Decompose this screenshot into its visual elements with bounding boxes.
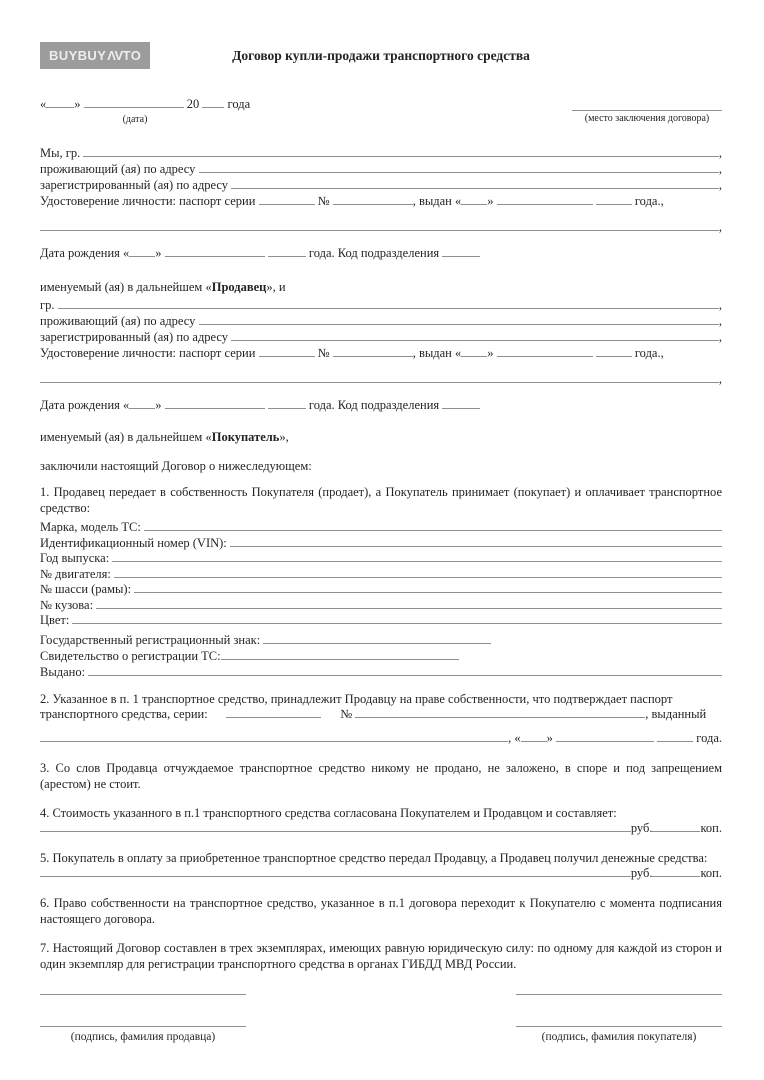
- text-run: ,: [718, 178, 722, 192]
- clause-1-text: 1. Продавец передает в собственность Покупателя (продает), а Покупатель принимает (покупает) и оплачивает транспортное средство:: [40, 485, 722, 515]
- text-run: »: [74, 97, 84, 111]
- blank-field: [165, 254, 265, 257]
- text-run: Свидетельство о регистрации ТС:: [40, 648, 221, 663]
- blank-field: [355, 715, 645, 718]
- clause-3-text: 3. Со слов Продавца отчуждаемое транспортное средство никому не продано, не заложено, в споре и под запрещением (арестом) не стоит.: [40, 760, 722, 791]
- blank-field: [144, 528, 722, 531]
- text-run: зарегистрированный (ая) по адресу: [40, 330, 232, 344]
- text-run: »: [487, 194, 497, 208]
- blank-field: [497, 354, 593, 357]
- place-caption: (место заключения договора): [584, 113, 710, 124]
- clause-2-issuer-line: [40, 731, 722, 747]
- seller-signature-caption: (подпись, фамилия продавца): [70, 1030, 216, 1043]
- text-run: Дата рождения «: [40, 246, 130, 260]
- blank-field: [72, 621, 722, 624]
- text-run: , выдан «: [412, 346, 462, 360]
- seller-registered-address-line: [40, 178, 722, 194]
- blank-field: [199, 170, 719, 173]
- date-place-row: [40, 97, 722, 126]
- text-run: Цвет:: [40, 613, 73, 627]
- blank-field: [114, 575, 722, 578]
- vehicle-color-line: [40, 613, 722, 629]
- text-run: Идентификационный номер (VIN):: [40, 535, 230, 550]
- vehicle-chassis-number-line: [40, 582, 722, 598]
- blank-field: [268, 406, 306, 409]
- blank-field: [199, 322, 719, 325]
- vehicle-make-model-line: [40, 520, 722, 536]
- blank-field: [652, 829, 700, 832]
- text-run: ,: [718, 146, 722, 160]
- text-run: »,: [279, 430, 289, 444]
- text-run: Государственный регистрационный знак:: [40, 632, 264, 647]
- text-run: года.: [693, 730, 722, 745]
- blank-field: [40, 739, 508, 742]
- text-run: зарегистрированный (ая) по адресу: [40, 178, 232, 192]
- seller-address-line: [40, 162, 722, 178]
- seller-signature-line-2: [40, 1026, 246, 1027]
- blank-field: [556, 739, 654, 742]
- logo-text-suffix: TO: [122, 48, 142, 63]
- text-run: года.,: [631, 346, 664, 360]
- preamble-line: заключили настоящий Договор о нижеследующем:: [40, 459, 312, 473]
- blank-field: [259, 354, 315, 357]
- blank-field: [596, 354, 632, 357]
- blank-field: [40, 829, 631, 832]
- blank-field: [333, 202, 413, 205]
- document-title: Договор купли-продажи транспортного средства: [232, 48, 530, 63]
- seller-details-block: [40, 146, 722, 262]
- buyer-passport-line: [40, 346, 722, 362]
- text-run: Год выпуска:: [40, 551, 113, 565]
- buyer-passport-issuer-line: [40, 372, 722, 388]
- registration-details-block: [40, 633, 722, 681]
- vehicle-details-block: [40, 520, 722, 629]
- text-run: , «: [508, 730, 521, 745]
- blank-field: [442, 254, 480, 257]
- place-block: [572, 97, 722, 125]
- seller-passport-issuer-line: [40, 220, 722, 236]
- text-run: «: [40, 97, 47, 111]
- buyer-details-block: [40, 298, 722, 414]
- blank-field: [226, 715, 321, 718]
- date-block: [40, 97, 250, 126]
- clause-4-amount-line: [40, 821, 722, 837]
- text-run: именуемый (ая) в дальнейшем «: [40, 280, 212, 294]
- blank-field: [96, 606, 722, 609]
- blank-field: [84, 105, 184, 108]
- vehicle-year-line: [40, 551, 722, 567]
- blank-field: [221, 657, 459, 660]
- blank-field: [40, 874, 631, 877]
- text-run: ,: [718, 372, 722, 386]
- text-run: ,: [718, 314, 722, 328]
- blank-field: [442, 406, 480, 409]
- text-run: именуемый (ая) в дальнейшем «: [40, 430, 212, 444]
- blank-field: [259, 202, 315, 205]
- text-run: Марка, модель ТС:: [40, 520, 144, 534]
- text-run: № двигателя:: [40, 566, 114, 581]
- vehicle-body-number-line: [40, 598, 722, 614]
- text-run: »: [155, 398, 165, 412]
- text-run: , выдан «: [412, 194, 462, 208]
- text-run: 20: [183, 97, 203, 111]
- buyer-signature-block: [516, 994, 722, 1044]
- text-run: руб.: [630, 820, 653, 835]
- logo-text-prefix: BUYBUY: [49, 48, 107, 63]
- blank-field: [268, 254, 306, 257]
- logo-av-mark-icon: ΛV: [107, 48, 122, 63]
- clause-4-text: 4. Стоимость указанного в п.1 транспортного средства согласована Покупателем и Продавцом и составляет:: [40, 805, 617, 820]
- blank-field: [46, 105, 74, 108]
- buyer-intro-line: [40, 430, 722, 446]
- blank-field: [83, 154, 718, 157]
- text-run: №: [321, 706, 356, 721]
- text-run: года: [224, 97, 251, 111]
- text-run: Мы, гр.: [40, 146, 84, 160]
- blank-field: [40, 228, 719, 231]
- buyer-name-line: [40, 298, 722, 314]
- text-run: руб.: [630, 865, 653, 880]
- clause-5-text: 5. Покупатель в оплату за приобретенное транспортное средство передал Продавцу, а Продавец получил денежные средства:: [40, 850, 708, 865]
- seller-passport-line: [40, 194, 722, 210]
- seller-name-line: [40, 146, 722, 162]
- seller-signature-line-1: [40, 994, 246, 995]
- clause-5-amount-line: [40, 866, 722, 882]
- text-run: ,: [718, 330, 722, 344]
- text-run: Удостоверение личности: паспорт серии: [40, 346, 259, 360]
- blank-field: [497, 202, 593, 205]
- text-run: Покупатель: [211, 430, 280, 444]
- signature-section: [40, 994, 722, 1044]
- text-run: №: [314, 194, 333, 208]
- blank-field: [202, 105, 224, 108]
- text-run: проживающий (ая) по адресу: [40, 314, 199, 328]
- blank-field: [333, 354, 413, 357]
- text-run: № кузова:: [40, 597, 97, 612]
- reg-certificate-line: [40, 649, 722, 665]
- text-run: », и: [266, 280, 286, 294]
- clause-7-text: 7. Настоящий Договор составлен в трех экземплярах, имеющих равную юридическую силу: по одному для каждой из сторон и один экземпляр для регистрации транспортного средства в органах ГИБДД МВД России.: [40, 940, 722, 971]
- text-run: ,: [718, 298, 722, 312]
- buyer-birth-date-line: [40, 398, 722, 414]
- blank-field: [129, 406, 155, 409]
- buyer-signature-caption: (подпись, фамилия покупателя): [541, 1030, 697, 1043]
- text-run: года.,: [631, 194, 664, 208]
- buyer-signature-line-1: [516, 994, 722, 995]
- text-run: »: [546, 730, 556, 745]
- blank-field: [461, 202, 487, 205]
- text-run: »: [155, 246, 165, 260]
- text-run: , выданный: [645, 706, 707, 721]
- blank-field: [263, 641, 491, 644]
- seller-intro-line: [40, 280, 722, 296]
- blank-field: [129, 254, 155, 257]
- document-header: [40, 42, 722, 73]
- text-run: гр.: [40, 298, 58, 312]
- blank-field: [58, 306, 719, 309]
- clause-6-text: 6. Право собственности на транспортное средство, указанное в п.1 договора переходит к Покупателю с момента подписания настоящего договора.: [40, 895, 722, 926]
- blank-field: [230, 544, 722, 547]
- blank-field: [134, 590, 722, 593]
- blank-field: [88, 673, 722, 676]
- clause-2-text: 2. Указанное в п. 1 транспортное средство, принадлежит Продавцу на праве собственности, что подтверждает паспорт: [40, 691, 673, 706]
- text-run: Удостоверение личности: паспорт серии: [40, 194, 259, 208]
- blank-field: [521, 739, 547, 742]
- buyer-address-line: [40, 314, 722, 330]
- text-run: проживающий (ая) по адресу: [40, 162, 199, 176]
- text-run: №: [314, 346, 333, 360]
- text-run: транспортного средства, серии:: [40, 706, 227, 721]
- vehicle-vin-line: [40, 536, 722, 552]
- blank-field: [112, 559, 722, 562]
- buyer-registered-address-line: [40, 330, 722, 346]
- blank-field: [652, 874, 700, 877]
- blank-field: [657, 739, 693, 742]
- text-run: Дата рождения «: [40, 398, 130, 412]
- text-run: Продавец: [211, 280, 267, 294]
- text-run: коп.: [700, 820, 722, 835]
- seller-birth-date-line: [40, 246, 722, 262]
- text-run: года. Код подразделения: [305, 246, 443, 260]
- contract-date-line: [40, 97, 250, 113]
- vehicle-engine-number-line: [40, 567, 722, 583]
- blank-field: [231, 338, 719, 341]
- reg-issued-line: [40, 665, 722, 681]
- blank-field: [231, 186, 719, 189]
- blank-field: [165, 406, 265, 409]
- text-run: № шасси (рамы):: [40, 582, 135, 596]
- text-run: ,: [718, 162, 722, 176]
- text-run: ,: [718, 220, 722, 234]
- blank-field: [596, 202, 632, 205]
- place-blank-line: [572, 97, 722, 111]
- text-run: коп.: [700, 865, 722, 880]
- text-run: »: [487, 346, 497, 360]
- reg-plate-line: [40, 633, 722, 649]
- text-run: года. Код подразделения: [305, 398, 443, 412]
- buyer-signature-line-2: [516, 1026, 722, 1027]
- seller-signature-block: [40, 994, 246, 1044]
- date-caption: (дата): [122, 114, 148, 125]
- blank-field: [40, 380, 719, 383]
- text-run: Выдано:: [40, 664, 89, 679]
- clause-2-series-line: [40, 707, 722, 723]
- blank-field: [461, 354, 487, 357]
